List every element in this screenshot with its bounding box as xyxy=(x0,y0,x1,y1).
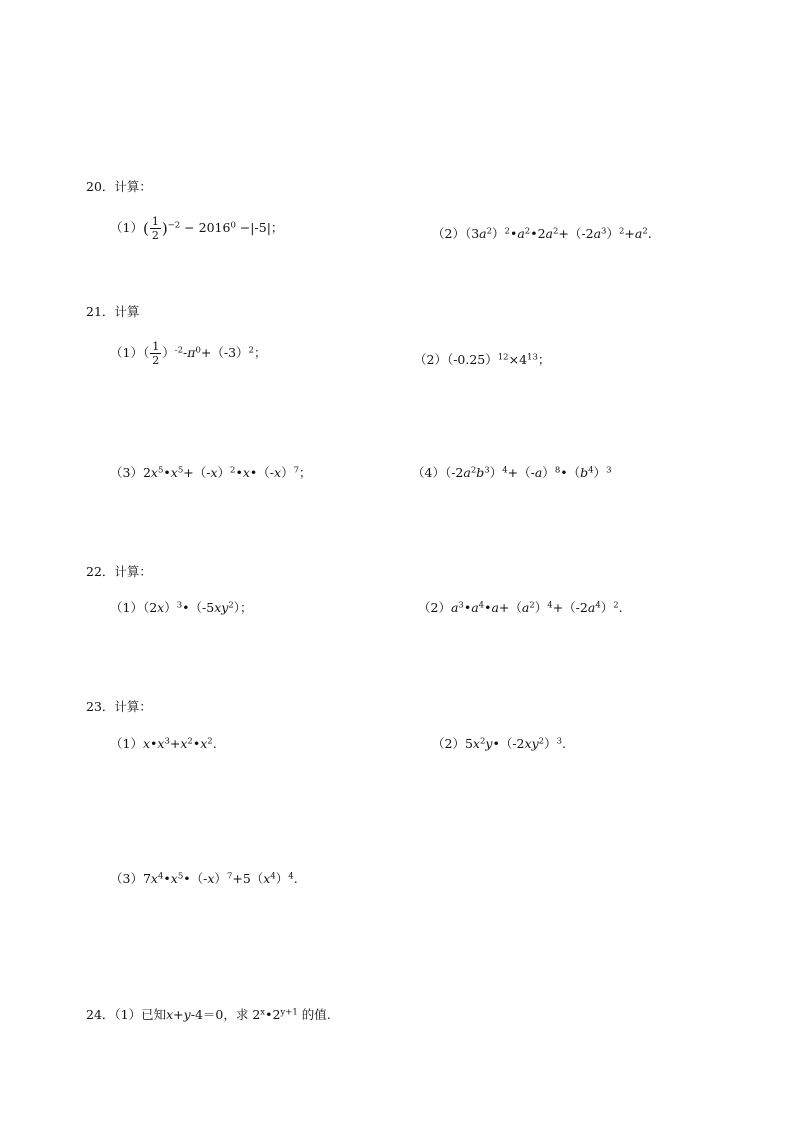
expression-text: . xyxy=(293,871,298,886)
variable: xy xyxy=(524,736,539,751)
expression-text: 7 xyxy=(142,871,151,886)
part-label: （2） xyxy=(432,226,465,241)
expression-text: ×4 xyxy=(508,352,528,367)
variable: x xyxy=(170,465,178,480)
expression-text: ） xyxy=(606,226,619,241)
exponent: 2 xyxy=(470,465,477,476)
expression-text: ） xyxy=(214,871,227,886)
variable: a xyxy=(634,226,643,241)
exponent: 3 xyxy=(176,600,183,611)
variable: x xyxy=(242,465,250,480)
question-23-header xyxy=(86,697,152,715)
variable: a xyxy=(471,600,479,615)
fraction xyxy=(150,341,161,366)
expression-text: 的值. xyxy=(297,1007,331,1022)
q21-part-3 xyxy=(110,463,312,481)
question-number: 22． xyxy=(86,564,115,579)
paren-left: （ xyxy=(142,345,150,360)
expression-text: +（- xyxy=(183,465,211,480)
expression-text: − 2016 xyxy=(180,220,231,235)
expression-text: +5（ xyxy=(232,871,264,886)
expression-text: ） xyxy=(164,600,177,615)
variable: x xyxy=(170,871,178,886)
expression-text: +（ xyxy=(498,600,522,615)
expression-text: 5 xyxy=(464,736,473,751)
part-label: （2） xyxy=(414,352,447,367)
question-title: 计算： xyxy=(114,699,152,714)
exponent: 5 xyxy=(157,465,164,476)
expression-text: • xyxy=(463,600,472,615)
expression-text: • xyxy=(192,736,201,751)
exponent: 4 xyxy=(588,465,594,476)
expression-text: •（-2 xyxy=(492,736,525,751)
expression-text: +（-2 xyxy=(558,226,594,241)
question-24 xyxy=(86,1005,331,1023)
q20-part-1 xyxy=(110,216,283,241)
expression-text: . xyxy=(212,736,217,751)
variable: a xyxy=(593,226,602,241)
expression-text: （-0.25） xyxy=(446,352,498,367)
variable: y xyxy=(183,1007,191,1022)
exponent: 3 xyxy=(458,600,464,611)
part-label: （3） xyxy=(110,465,143,480)
variable: x xyxy=(166,1007,174,1022)
expression-text: -4＝0，求 2 xyxy=(190,1007,261,1022)
expression-text: • xyxy=(484,600,492,615)
part-label: （4） xyxy=(412,465,445,480)
question-title: 计算 xyxy=(114,304,140,319)
exponent: 2 xyxy=(187,736,193,747)
expression-text: +（-2 xyxy=(552,600,588,615)
variable: a xyxy=(491,600,499,615)
expression-text: ）； xyxy=(233,600,253,615)
expression-text: （-2 xyxy=(444,465,464,480)
variable: a xyxy=(534,465,543,480)
expression-text: •（-5 xyxy=(182,600,215,615)
expression-text: ； xyxy=(299,465,312,480)
variable: x xyxy=(472,736,480,751)
variable: x xyxy=(263,871,271,886)
expression-text: • xyxy=(163,871,171,886)
q21-part-4 xyxy=(412,463,611,481)
question-20-header xyxy=(86,177,152,195)
exponent: 2 xyxy=(248,345,254,356)
expression-text: ） xyxy=(544,736,557,751)
pi-symbol: π xyxy=(187,345,196,360)
expression-text: • xyxy=(509,226,518,241)
variable: a xyxy=(587,600,596,615)
expression-text: •（- xyxy=(183,871,208,886)
variable: a xyxy=(517,226,525,241)
expression-text: •2 xyxy=(265,1007,281,1022)
part-label: （3） xyxy=(110,871,143,886)
variable: y xyxy=(485,736,493,751)
paren-right: ） xyxy=(162,345,175,360)
variable: x xyxy=(274,465,282,480)
exponent: 2 xyxy=(553,226,559,237)
variable: x xyxy=(180,736,188,751)
exponent: 4 xyxy=(478,600,485,611)
q23-part-2 xyxy=(432,734,566,752)
exponent: −2 xyxy=(167,220,181,231)
expression-text: +（-3） xyxy=(200,345,249,360)
variable: a xyxy=(450,600,459,615)
expression-text: ） xyxy=(281,465,294,480)
exponent: 2 xyxy=(504,226,510,237)
exponent: 4 xyxy=(547,600,553,611)
expression-text: ） xyxy=(275,871,289,886)
exponent: 7 xyxy=(226,871,233,882)
variable: b xyxy=(580,465,589,480)
exponent: 4 xyxy=(270,871,276,882)
exponent: 8 xyxy=(554,465,561,476)
part-label: （2） xyxy=(432,736,465,751)
question-number: 23． xyxy=(86,699,115,714)
exponent: 3 xyxy=(484,465,490,476)
part-label: （1） xyxy=(110,736,143,751)
expression-text: ） xyxy=(217,465,231,480)
expression-text: • xyxy=(235,465,243,480)
expression-text: ） xyxy=(593,465,607,480)
question-22-header xyxy=(86,562,152,580)
part-label: （1） xyxy=(110,600,143,615)
exponent: 4 xyxy=(595,600,601,611)
exponent: x xyxy=(260,1007,266,1018)
expression-text: •（- xyxy=(249,465,274,480)
exponent: 5 xyxy=(177,465,184,476)
exponent: y+1 xyxy=(280,1007,298,1018)
fraction-denominator: 2 xyxy=(151,229,159,242)
variable: x xyxy=(200,736,208,751)
question-number: 20． xyxy=(86,179,115,194)
expression-text: + xyxy=(624,226,635,241)
exponent: 2 xyxy=(230,465,236,476)
exponent: 13 xyxy=(527,352,538,363)
expression-text: ） xyxy=(492,226,505,241)
expression-text: . xyxy=(647,226,652,241)
exponent: 5 xyxy=(177,871,184,882)
question-title: 计算： xyxy=(114,564,152,579)
exponent: 2 xyxy=(642,226,648,237)
q23-part-1 xyxy=(110,734,217,752)
exponent: 3 xyxy=(601,226,607,237)
expression-text: • xyxy=(150,736,158,751)
q22-part-2 xyxy=(418,598,623,616)
variable: x xyxy=(157,600,165,615)
q23-part-3 xyxy=(110,869,298,887)
q21-part-2 xyxy=(414,350,550,368)
exponent: 4 xyxy=(157,871,164,882)
exponent: 2 xyxy=(228,600,234,611)
expression-text: •2 xyxy=(530,226,546,241)
part-label: （2） xyxy=(418,600,451,615)
exponent: 3 xyxy=(606,465,612,476)
variable: x xyxy=(150,465,158,480)
expression-text: ） xyxy=(542,465,555,480)
expression-text: ） xyxy=(534,600,548,615)
paren-left: ( xyxy=(142,219,149,238)
expression-text: −|-5|； xyxy=(235,220,284,235)
exponent: 2 xyxy=(529,600,535,611)
variable: a xyxy=(463,465,471,480)
exponent: 4 xyxy=(502,465,508,476)
expression-text: （1）已知 xyxy=(114,1007,167,1022)
variable: x xyxy=(150,871,158,886)
part-label: （1） xyxy=(110,220,143,235)
expression-text: + xyxy=(173,1007,184,1022)
expression-text: +（- xyxy=(507,465,535,480)
expression-text: 2 xyxy=(142,465,151,480)
exponent: 0 xyxy=(230,220,236,231)
variable: a xyxy=(479,226,487,241)
expression-text: ） xyxy=(600,600,614,615)
variable: x xyxy=(207,871,215,886)
paren-right: ) xyxy=(161,219,168,238)
expression-text: ） xyxy=(489,465,503,480)
question-number: 24． xyxy=(86,1007,115,1022)
expression-text: （2 xyxy=(142,600,158,615)
expression-text: ； xyxy=(537,352,551,367)
q22-part-1 xyxy=(110,598,253,616)
exponent: 2 xyxy=(613,600,619,611)
exponent: 3 xyxy=(164,736,170,747)
exponent: 2 xyxy=(524,226,531,237)
question-title: 计算： xyxy=(114,179,152,194)
expression-text: + xyxy=(169,736,181,751)
expression-text: . xyxy=(618,600,623,615)
variable: x xyxy=(210,465,218,480)
expression-text: • xyxy=(163,465,171,480)
expression-text: . xyxy=(562,736,566,751)
variable: xy xyxy=(214,600,229,615)
exponent: 0 xyxy=(195,345,201,356)
question-number: 21． xyxy=(86,304,115,319)
expression-text: （3 xyxy=(464,226,480,241)
question-21-header xyxy=(86,302,139,320)
exponent: 2 xyxy=(618,226,625,237)
exponent: 3 xyxy=(556,736,562,747)
exponent: 7 xyxy=(293,465,299,476)
variable: x xyxy=(157,736,165,751)
variable: x xyxy=(142,736,151,751)
exponent: 4 xyxy=(288,871,294,882)
part-label: （1） xyxy=(110,345,143,360)
variable: a xyxy=(521,600,530,615)
expression-text: •（ xyxy=(560,465,581,480)
fraction-numerator: 1 xyxy=(151,215,159,228)
exponent: 2 xyxy=(207,736,213,747)
q21-part-1 xyxy=(110,341,266,366)
fraction-numerator: 1 xyxy=(152,340,160,353)
expression-text: ； xyxy=(253,345,267,360)
variable: b xyxy=(476,465,485,480)
exponent: 2 xyxy=(479,736,486,747)
fraction xyxy=(150,216,161,241)
q20-part-2 xyxy=(432,224,652,242)
exponent: 2 xyxy=(538,736,545,747)
fraction-denominator: 2 xyxy=(152,354,160,367)
exponent: 2 xyxy=(486,226,493,237)
exponent: 12 xyxy=(497,352,509,363)
exponent: -2 xyxy=(174,345,184,356)
expression-text: - xyxy=(183,345,188,360)
variable: a xyxy=(545,226,553,241)
